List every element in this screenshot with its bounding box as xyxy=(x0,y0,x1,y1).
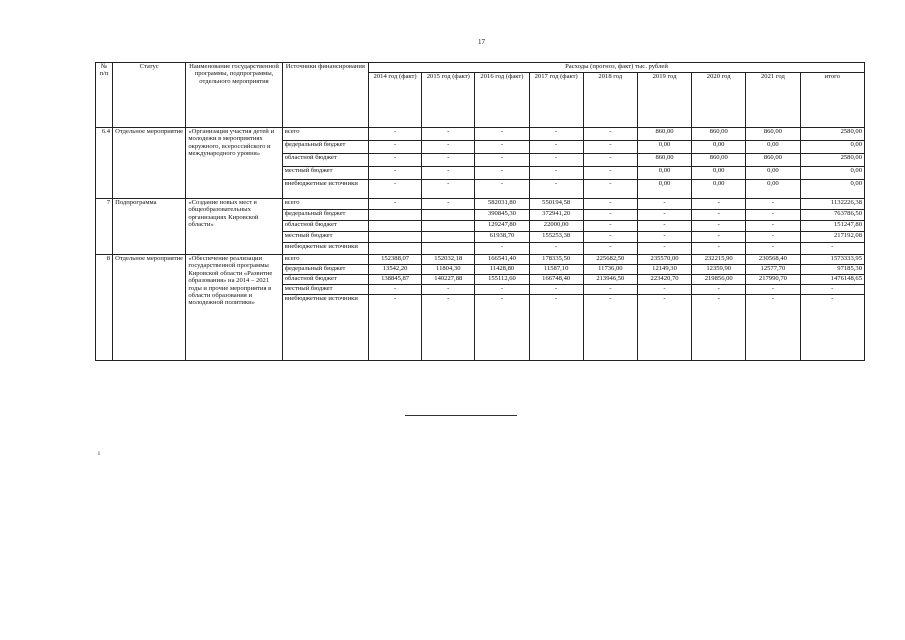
source-cell: всего xyxy=(282,128,368,141)
value-cell: 860,00 xyxy=(746,128,800,141)
value-cell: - xyxy=(583,128,637,141)
source-cell: местный бюджет xyxy=(282,285,368,295)
value-cell: 372941,20 xyxy=(529,210,583,221)
value-cell xyxy=(369,243,422,255)
header-year: 2015 год (факт) xyxy=(422,73,475,128)
value-cell: 225682,50 xyxy=(583,255,637,265)
value-cell: - xyxy=(692,295,746,361)
value-cell: - xyxy=(369,154,422,167)
group-num: 6.4 xyxy=(96,128,113,199)
value-cell: - xyxy=(746,285,800,295)
value-cell: - xyxy=(475,141,529,154)
header-total: итого xyxy=(800,73,865,128)
value-cell: - xyxy=(475,295,529,361)
page-number: 17 xyxy=(478,38,485,46)
source-cell: внебюджетные источники xyxy=(282,180,368,199)
value-cell: - xyxy=(637,210,691,221)
value-cell: 0,00 xyxy=(692,167,746,180)
source-cell: федеральный бюджет xyxy=(282,265,368,275)
value-cell: 582031,80 xyxy=(475,199,529,210)
value-cell xyxy=(369,210,422,221)
total-cell: 0,00 xyxy=(800,167,865,180)
value-cell: - xyxy=(692,285,746,295)
total-cell: 2580,00 xyxy=(800,128,865,141)
value-cell: 0,00 xyxy=(637,141,691,154)
value-cell: - xyxy=(369,167,422,180)
group-name: «Обеспечение реализации государственной программы Кировской области «Развитие образования» на 2014 – 2021 годы и прочие мероприятия в области образования и молодежной политики» xyxy=(186,255,282,361)
value-cell: - xyxy=(529,167,583,180)
value-cell: - xyxy=(583,221,637,232)
value-cell: 860,00 xyxy=(637,128,691,141)
total-cell: 1132226,38 xyxy=(800,199,865,210)
value-cell: - xyxy=(692,243,746,255)
value-cell: - xyxy=(746,243,800,255)
header-source: Источники финансирования xyxy=(282,63,368,128)
value-cell: 11804,30 xyxy=(422,265,475,275)
value-cell: - xyxy=(369,295,422,361)
source-cell: местный бюджет xyxy=(282,167,368,180)
header-year: 2016 год (факт) xyxy=(475,73,529,128)
value-cell: - xyxy=(692,199,746,210)
value-cell: - xyxy=(369,180,422,199)
value-cell: 129247,80 xyxy=(475,221,529,232)
group-status: Отдельное мероприятие xyxy=(113,255,186,361)
value-cell: 12577,70 xyxy=(746,265,800,275)
value-cell: 12149,30 xyxy=(637,265,691,275)
value-cell: 178335,50 xyxy=(529,255,583,265)
value-cell: 166748,40 xyxy=(529,275,583,285)
header-year: 2018 год xyxy=(583,73,637,128)
value-cell: 860,00 xyxy=(692,128,746,141)
total-cell: - xyxy=(800,295,865,361)
value-cell: 11428,80 xyxy=(475,265,529,275)
end-rule xyxy=(405,415,517,416)
value-cell: - xyxy=(692,232,746,243)
value-cell: 223420,70 xyxy=(637,275,691,285)
total-cell: 217192,08 xyxy=(800,232,865,243)
value-cell: - xyxy=(529,141,583,154)
source-cell: всего xyxy=(282,199,368,210)
value-cell: 0,00 xyxy=(746,180,800,199)
source-cell: федеральный бюджет xyxy=(282,141,368,154)
value-cell: - xyxy=(475,154,529,167)
value-cell: - xyxy=(422,180,475,199)
value-cell: - xyxy=(746,295,800,361)
header-year: 2021 год xyxy=(746,73,800,128)
value-cell: - xyxy=(746,199,800,210)
value-cell: - xyxy=(422,167,475,180)
value-cell xyxy=(369,232,422,243)
total-cell: 97185,30 xyxy=(800,265,865,275)
value-cell: - xyxy=(422,295,475,361)
value-cell: - xyxy=(583,285,637,295)
value-cell: 152388,07 xyxy=(369,255,422,265)
value-cell: - xyxy=(422,199,475,210)
value-cell: 0,00 xyxy=(637,167,691,180)
value-cell: - xyxy=(369,199,422,210)
value-cell: 12359,90 xyxy=(692,265,746,275)
value-cell xyxy=(422,221,475,232)
header-year: 2019 год xyxy=(637,73,691,128)
value-cell: - xyxy=(746,232,800,243)
total-cell: 1476148,65 xyxy=(800,275,865,285)
source-cell: внебюджетные источники xyxy=(282,243,368,255)
source-cell: областной бюджет xyxy=(282,154,368,167)
source-cell: областной бюджет xyxy=(282,275,368,285)
total-cell: - xyxy=(800,285,865,295)
header-name: Наименование государственной программы, подпрограммы, отдельного мероприятия xyxy=(186,63,282,128)
value-cell: - xyxy=(475,167,529,180)
header-status: Статус xyxy=(113,63,186,128)
value-cell: 0,00 xyxy=(746,141,800,154)
value-cell: - xyxy=(583,154,637,167)
value-cell: - xyxy=(529,243,583,255)
value-cell: 166541,40 xyxy=(475,255,529,265)
value-cell: - xyxy=(475,128,529,141)
value-cell: 213946,50 xyxy=(583,275,637,285)
header-year: 2017 год (факт) xyxy=(529,73,583,128)
total-cell: 2580,00 xyxy=(800,154,865,167)
value-cell: 11587,10 xyxy=(529,265,583,275)
budget-table xyxy=(95,62,865,361)
value-cell: - xyxy=(637,285,691,295)
value-cell: - xyxy=(637,199,691,210)
table-row xyxy=(96,199,865,210)
source-cell: федеральный бюджет xyxy=(282,210,368,221)
source-cell: местный бюджет xyxy=(282,232,368,243)
value-cell xyxy=(422,243,475,255)
value-cell: - xyxy=(583,232,637,243)
value-cell: 11736,00 xyxy=(583,265,637,275)
total-cell: 763786,50 xyxy=(800,210,865,221)
value-cell: - xyxy=(692,210,746,221)
value-cell: - xyxy=(583,199,637,210)
value-cell: - xyxy=(422,285,475,295)
value-cell: 140227,88 xyxy=(422,275,475,285)
value-cell: 217990,70 xyxy=(746,275,800,285)
value-cell: - xyxy=(583,243,637,255)
table-body xyxy=(96,128,865,361)
header-year: 2014 год (факт) xyxy=(369,73,422,128)
value-cell: - xyxy=(422,141,475,154)
source-cell: внебюджетные источники xyxy=(282,295,368,361)
total-cell: 1573333,95 xyxy=(800,255,865,265)
value-cell: 860,00 xyxy=(746,154,800,167)
total-cell: 0,00 xyxy=(800,141,865,154)
group-status: Отдельное мероприятие xyxy=(113,128,186,199)
header-expenses: Расходы (прогноз, факт) тыс. рублей xyxy=(369,63,865,73)
value-cell: - xyxy=(422,128,475,141)
value-cell: - xyxy=(529,180,583,199)
value-cell: - xyxy=(369,141,422,154)
value-cell: 152032,18 xyxy=(422,255,475,265)
value-cell: 0,00 xyxy=(692,141,746,154)
value-cell: - xyxy=(475,180,529,199)
value-cell: - xyxy=(637,221,691,232)
value-cell: - xyxy=(637,243,691,255)
value-cell: - xyxy=(583,167,637,180)
value-cell: 550194,58 xyxy=(529,199,583,210)
value-cell: 0,00 xyxy=(692,180,746,199)
value-cell: - xyxy=(369,128,422,141)
header-year: 2020 год xyxy=(692,73,746,128)
header-num: № п/п xyxy=(96,63,113,128)
value-cell xyxy=(422,210,475,221)
value-cell: 390845,30 xyxy=(475,210,529,221)
source-cell: всего xyxy=(282,255,368,265)
value-cell xyxy=(422,232,475,243)
value-cell: - xyxy=(475,285,529,295)
value-cell: - xyxy=(583,180,637,199)
value-cell: 232215,90 xyxy=(692,255,746,265)
value-cell: - xyxy=(475,243,529,255)
value-cell: - xyxy=(529,295,583,361)
value-cell: - xyxy=(637,232,691,243)
total-cell: 0,00 xyxy=(800,180,865,199)
value-cell: 13542,20 xyxy=(369,265,422,275)
total-cell: 151247,80 xyxy=(800,221,865,232)
value-cell: 860,00 xyxy=(692,154,746,167)
value-cell: 860,00 xyxy=(637,154,691,167)
value-cell: 219856,00 xyxy=(692,275,746,285)
value-cell: - xyxy=(529,154,583,167)
total-cell: - xyxy=(800,243,865,255)
value-cell xyxy=(369,221,422,232)
value-cell: - xyxy=(529,128,583,141)
value-cell: - xyxy=(746,221,800,232)
margin-mark: ı xyxy=(98,449,100,457)
group-num: 7 xyxy=(96,199,113,255)
value-cell: - xyxy=(422,154,475,167)
group-num: 8 xyxy=(96,255,113,361)
value-cell: - xyxy=(583,210,637,221)
table-row xyxy=(96,128,865,141)
source-cell: областной бюджет xyxy=(282,221,368,232)
group-name: «Организация участия детей и молодежи в мероприятиях окружного, всероссийского и международного уровня» xyxy=(186,128,282,199)
value-cell: - xyxy=(583,141,637,154)
value-cell: 0,00 xyxy=(746,167,800,180)
value-cell: - xyxy=(529,285,583,295)
value-cell: 138845,87 xyxy=(369,275,422,285)
value-cell: - xyxy=(369,285,422,295)
value-cell: - xyxy=(746,210,800,221)
table-row xyxy=(96,255,865,265)
value-cell: - xyxy=(583,295,637,361)
value-cell: 155112,60 xyxy=(475,275,529,285)
value-cell: 61938,70 xyxy=(475,232,529,243)
value-cell: 230568,40 xyxy=(746,255,800,265)
value-cell: 235570,00 xyxy=(637,255,691,265)
value-cell: - xyxy=(637,295,691,361)
value-cell: 0,00 xyxy=(637,180,691,199)
group-status: Подпрограмма xyxy=(113,199,186,255)
value-cell: - xyxy=(692,221,746,232)
value-cell: 22000,00 xyxy=(529,221,583,232)
value-cell: 155253,38 xyxy=(529,232,583,243)
group-name: «Создание новых мест в общеобразовательных организациях Кировской области» xyxy=(186,199,282,255)
